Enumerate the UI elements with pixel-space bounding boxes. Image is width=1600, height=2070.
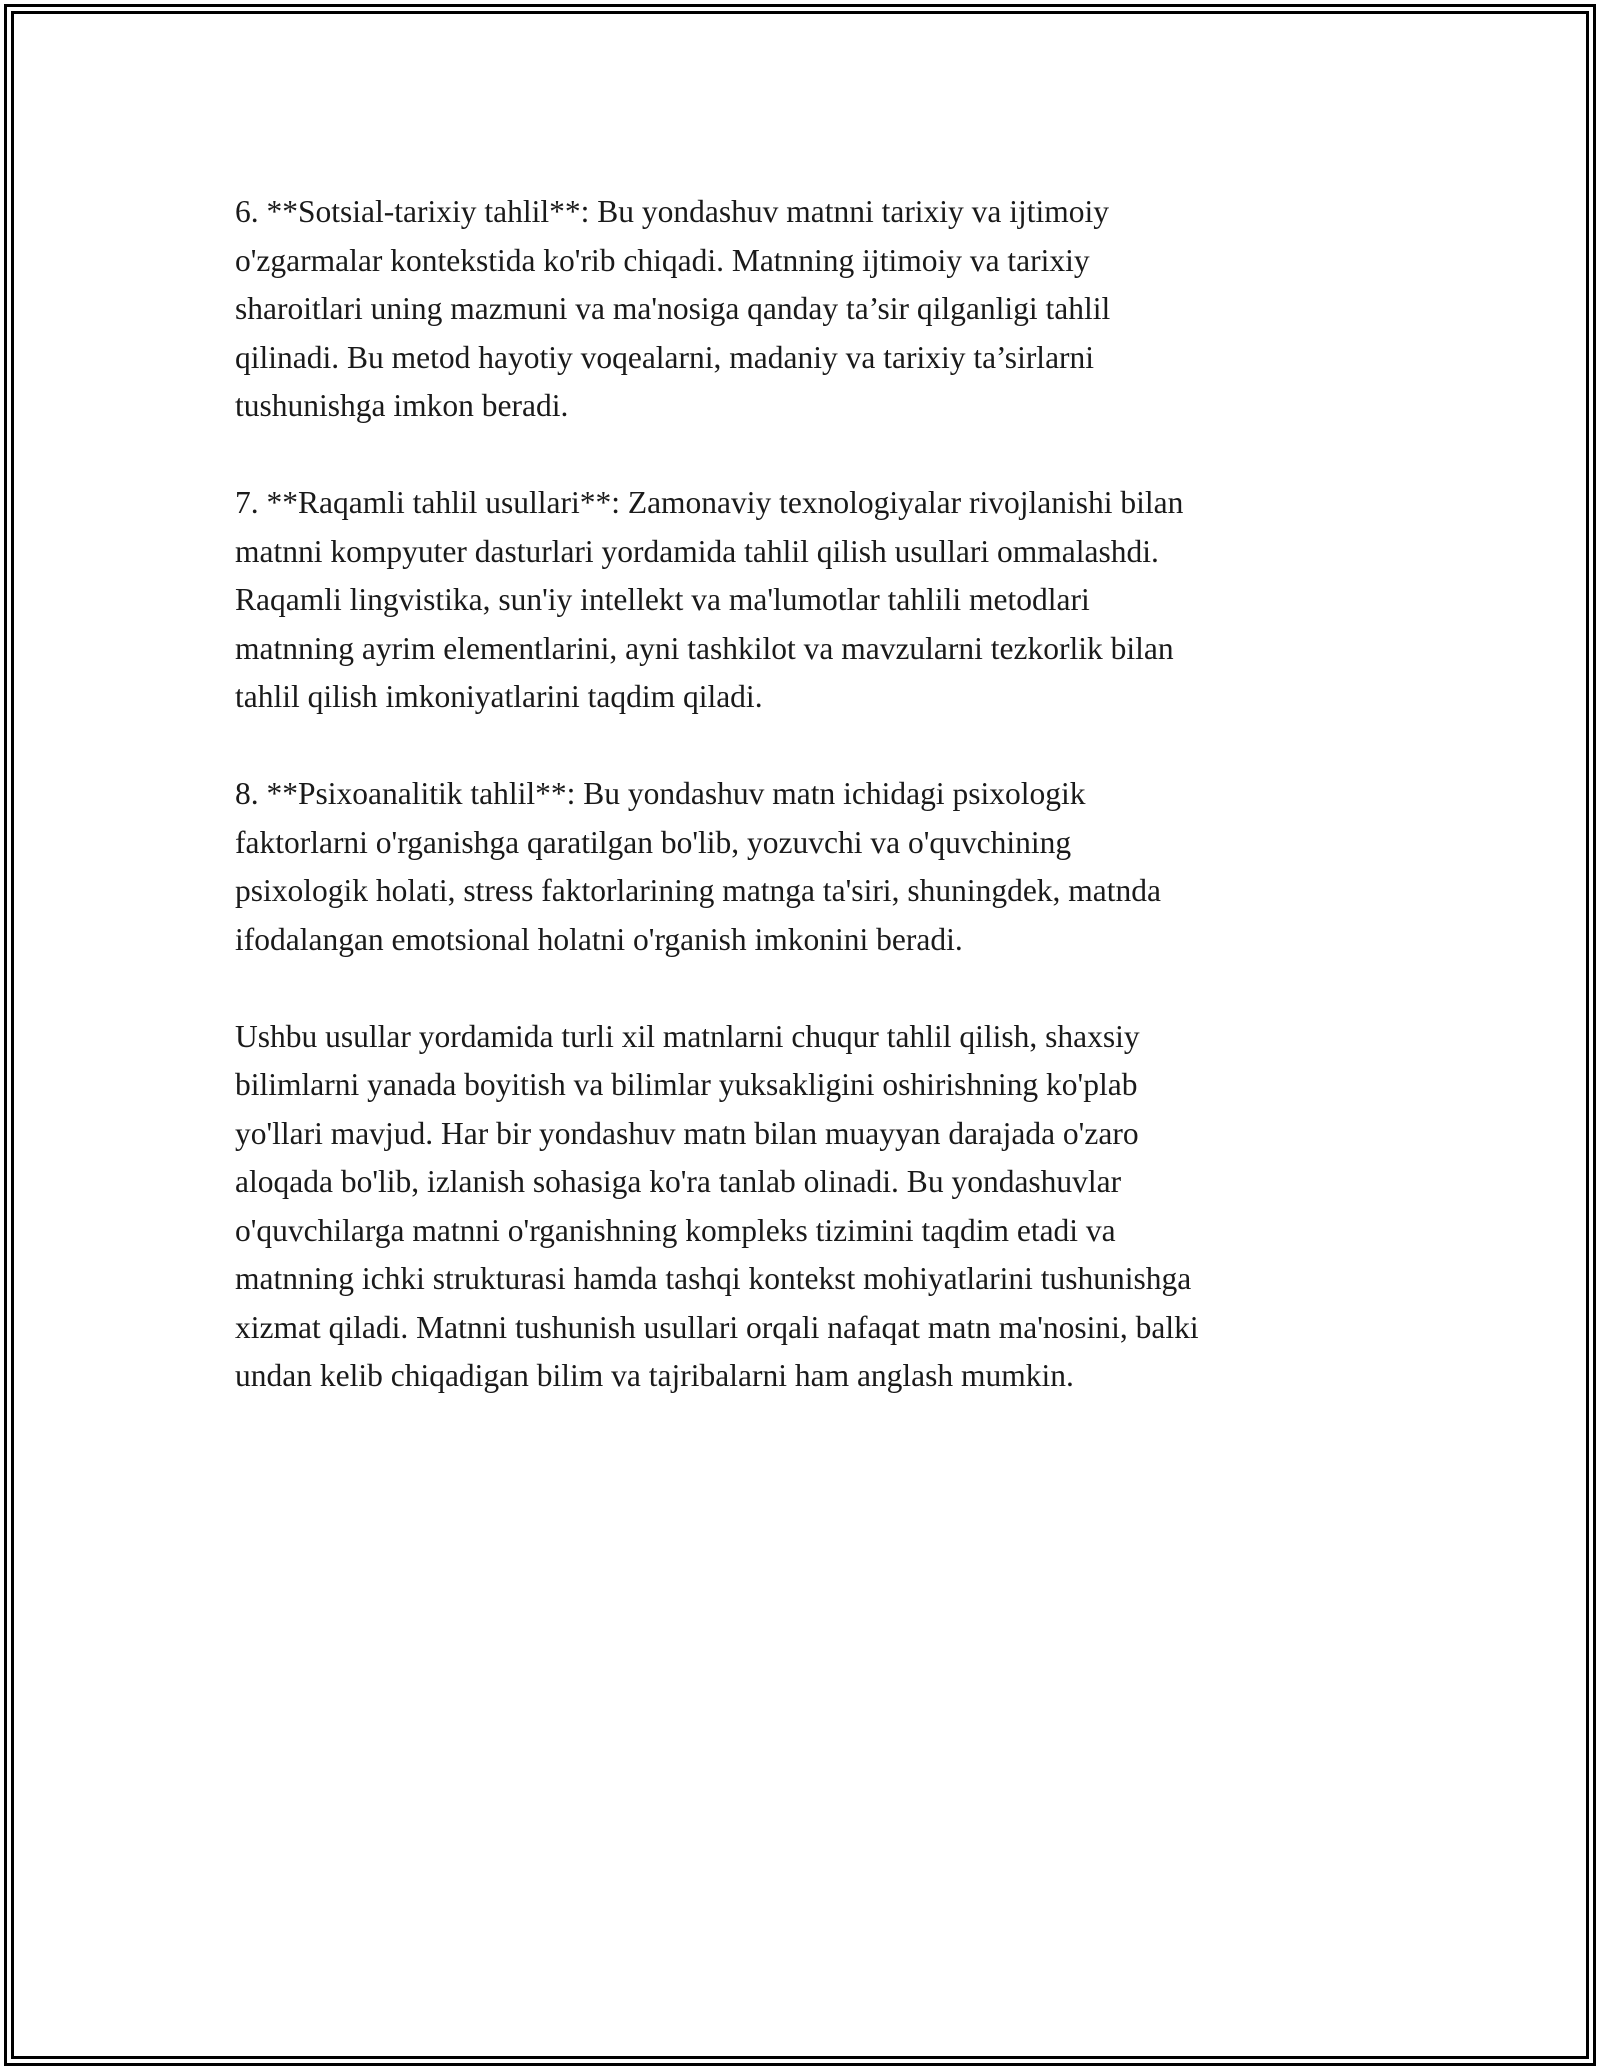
text-line: tahlil qilish imkoniyatlarini taqdim qiladi. xyxy=(235,679,763,714)
text-line: 7. **Raqamli tahlil usullari**: Zamonaviy texnologiyalar rivojlanishi bilan xyxy=(235,485,1184,520)
text-line: matnning ichki strukturasi hamda tashqi kontekst mohiyatlarini tushunishga xyxy=(235,1261,1192,1296)
text-line: matnning ayrim elementlarini, ayni tashkilot va mavzularni tezkorlik bilan xyxy=(235,630,1174,666)
text-line: Raqamli lingvistika, sun'iy intellekt va ma'lumotlar tahlili metodlari xyxy=(235,582,1090,617)
text-line: o'zgarmalar kontekstida ko'rib chiqadi. Matnning ijtimoiy va tarixiy xyxy=(235,242,1090,278)
text-line: yo'llari mavjud. Har bir yondashuv matn bilan muayyan darajada o'zaro xyxy=(235,1115,1139,1151)
paragraph-sotsial-tarixiy-tahlil xyxy=(235,188,1385,431)
text-line: 8. **Psixoanalitik tahlil**: Bu yondashuv matn ichidagi psixologik xyxy=(235,776,1086,811)
text-line: qilinadi. Bu metod hayotiy voqealarni, madaniy va tarixiy ta’sirlarni xyxy=(235,339,1095,375)
text-line: Ushbu usullar yordamida turli xil matnlarni chuqur tahlil qilish, shaxsiy xyxy=(235,1018,1140,1054)
text-line: faktorlarni o'rganishga qaratilgan bo'lib, yozuvchi va o'quvchining xyxy=(235,824,1072,860)
text-line: aloqada bo'lib, izlanish sohasiga ko'ra tanlab olinadi. Bu yondashuvlar xyxy=(235,1164,1122,1199)
document-body xyxy=(235,188,1385,1449)
paragraph-conclusion xyxy=(235,1013,1385,1401)
paragraph-raqamli-tahlil-usullari xyxy=(235,479,1385,722)
text-line: bilimlarni yanada boyitish va bilimlar yuksakligini oshirishning ko'plab xyxy=(235,1067,1138,1102)
paragraph-psixoanalitik-tahlil xyxy=(235,770,1385,964)
text-line: psixologik holati, stress faktorlarining matnga ta'siri, shuningdek, matnda xyxy=(235,873,1162,908)
text-line: sharoitlari uning mazmuni va ma'nosiga qanday ta’sir qilganligi tahlil xyxy=(235,291,1111,326)
text-line: ifodalangan emotsional holatni o'rganish imkonini beradi. xyxy=(235,921,963,957)
text-line: tushunishga imkon beradi. xyxy=(235,388,569,423)
text-line: matnni kompyuter dasturlari yordamida tahlil qilish usullari ommalashdi. xyxy=(235,533,1159,569)
text-line: o'quvchilarga matnni o'rganishning kompleks tizimini taqdim etadi va xyxy=(235,1212,1116,1248)
text-line: undan kelib chiqadigan bilim va tajribalarni ham anglash mumkin. xyxy=(235,1358,1074,1393)
text-line: 6. **Sotsial-tarixiy tahlil**: Bu yondashuv matnni tarixiy va ijtimoiy xyxy=(235,194,1110,229)
text-line: xizmat qiladi. Matnni tushunish usullari orqali nafaqat matn ma'nosini, balki xyxy=(235,1309,1199,1345)
